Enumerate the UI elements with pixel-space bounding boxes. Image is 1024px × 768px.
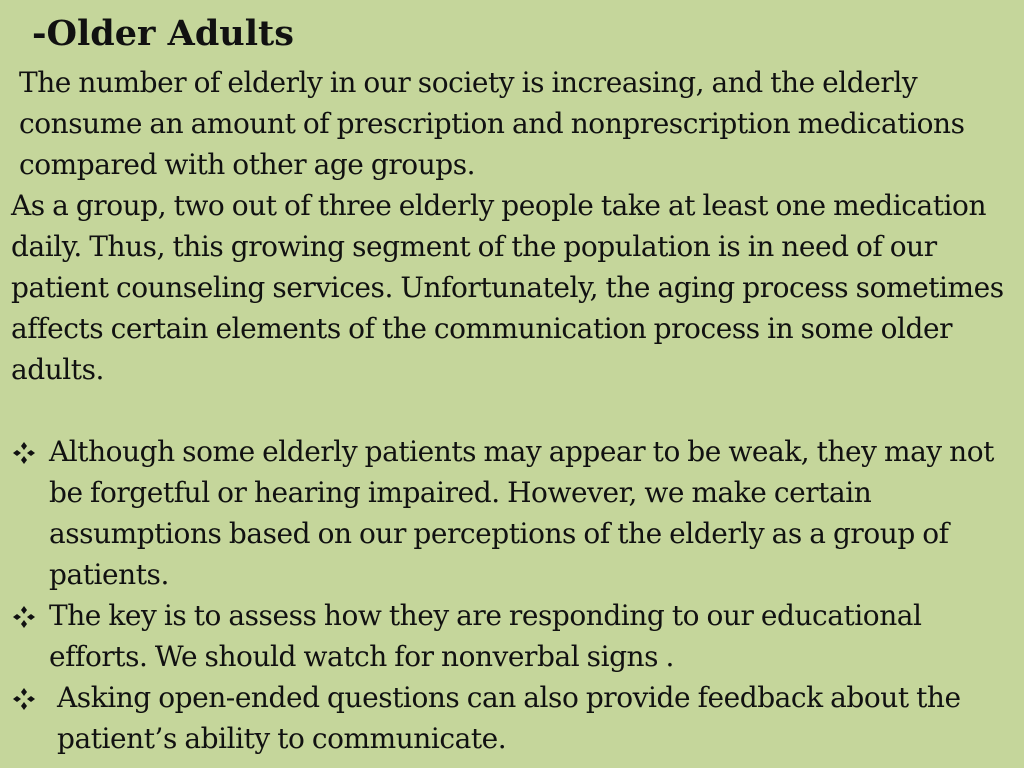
bullet-item	[12, 677, 1014, 759]
bullet-text: Asking open-ended questions can also provide feedback about the patient’s ability to communicate.	[57, 681, 961, 755]
diamond-bullet-icon	[12, 605, 36, 629]
intro-paragraph-text: The number of elderly in our society is increasing, and the elderly consume an amount of prescription and nonprescription medications compared with other age groups.	[19, 66, 965, 181]
slide-title: -Older Adults	[32, 13, 294, 54]
bullet-item	[12, 595, 1014, 677]
intro-paragraph	[11, 62, 1011, 185]
bullet-item	[12, 431, 1014, 595]
medication-paragraph: As a group, two out of three elderly people take at least one medication daily. Thus, this growing segment of the population is in need of our patient counseling services. Unfortunately, the aging process sometimes affects certain elements of the communication process in some older adults.	[11, 189, 1004, 386]
diamond-bullet-icon	[12, 441, 36, 465]
bullet-text: The key is to assess how they are responding to our educational efforts. We should watch for nonverbal signs .	[49, 599, 922, 673]
bullet-text: Although some elderly patients may appear to be weak, they may not be forgetful or hearing impaired. However, we make certain assumptions based on our perceptions of the elderly as a group of patients.	[49, 435, 994, 591]
diamond-bullet-icon	[12, 687, 36, 711]
bullet-list	[12, 431, 1014, 759]
